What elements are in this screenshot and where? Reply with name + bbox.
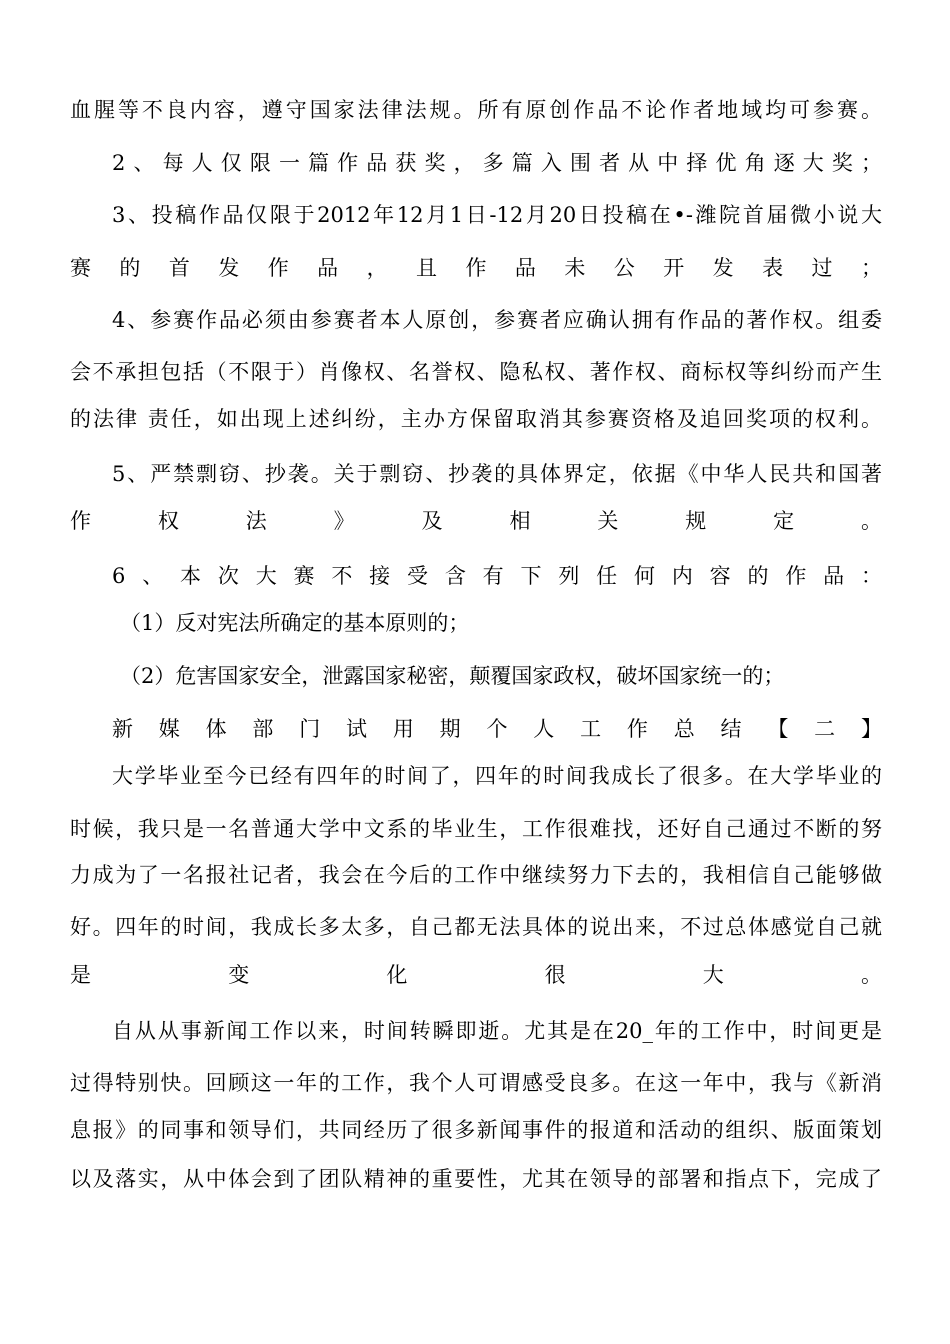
text-line: 2、每人仅限一篇作品获奖，多篇入围者从中择优角逐大奖； bbox=[112, 151, 882, 175]
section-heading: 新媒体部门试用期个人工作总结【二】 bbox=[112, 717, 882, 741]
text-line: 作权法》及相关规定。 bbox=[70, 509, 882, 533]
text-line: 赛的首发作品，且作品未公开发表过； bbox=[70, 256, 882, 280]
text-line: 力成为了一名报社记者，我会在今后的工作中继续努力下去的，我相信自己能够做 bbox=[70, 863, 882, 887]
text-line: 血腥等不良内容，遵守国家法律法规。所有原创作品不论作者地域均可参赛。 bbox=[70, 98, 882, 122]
text-line: 过得特别快。回顾这一年的工作，我个人可谓感受良多。在这一年中，我与《新消 bbox=[70, 1071, 882, 1095]
text-line: 大学毕业至今已经有四年的时间了，四年的时间我成长了很多。在大学毕业的 bbox=[112, 764, 882, 788]
text-line: （1）反对宪法所确定的基本原则的； bbox=[120, 611, 470, 635]
text-line: 5、严禁剽窃、抄袭。关于剽窃、抄袭的具体界定，依据《中华人民共和国著 bbox=[112, 462, 882, 486]
text-line: 会不承担包括（不限于）肖像权、名誉权、隐私权、著作权、商标权等纠纷而产生 bbox=[70, 360, 882, 384]
text-line: 是变化很大。 bbox=[70, 963, 882, 987]
text-line: 的法律 责任，如出现上述纠纷，主办方保留取消其参赛资格及追回奖项的权利。 bbox=[70, 407, 882, 431]
text-line: 6、本次大赛不接受含有下列任何内容的作品： bbox=[112, 564, 882, 588]
text-line: 好。四年的时间，我成长多太多，自己都无法具体的说出来，不过总体感觉自己就 bbox=[70, 915, 882, 939]
text-line: 以及落实，从中体会到了团队精神的重要性，尤其在领导的部署和指点下，完成了 bbox=[70, 1167, 882, 1191]
text-line: 息报》的同事和领导们，共同经历了很多新闻事件的报道和活动的组织、版面策划 bbox=[70, 1118, 882, 1142]
text-line: 自从从事新闻工作以来，时间转瞬即逝。尤其是在20_年的工作中，时间更是 bbox=[112, 1019, 882, 1043]
text-line: 时候，我只是一名普通大学中文系的毕业生，工作很难找，还好自己通过不断的努 bbox=[70, 817, 882, 841]
text-line: 4、参赛作品必须由参赛者本人原创，参赛者应确认拥有作品的著作权。组委 bbox=[112, 308, 882, 332]
text-line: （2）危害国家安全，泄露国家秘密，颠覆国家政权，破坏国家统一的； bbox=[120, 664, 785, 688]
text-line: 3、投稿作品仅限于2012年12月1日-12月20日投稿在•-潍院首届微小说大 bbox=[112, 203, 882, 227]
